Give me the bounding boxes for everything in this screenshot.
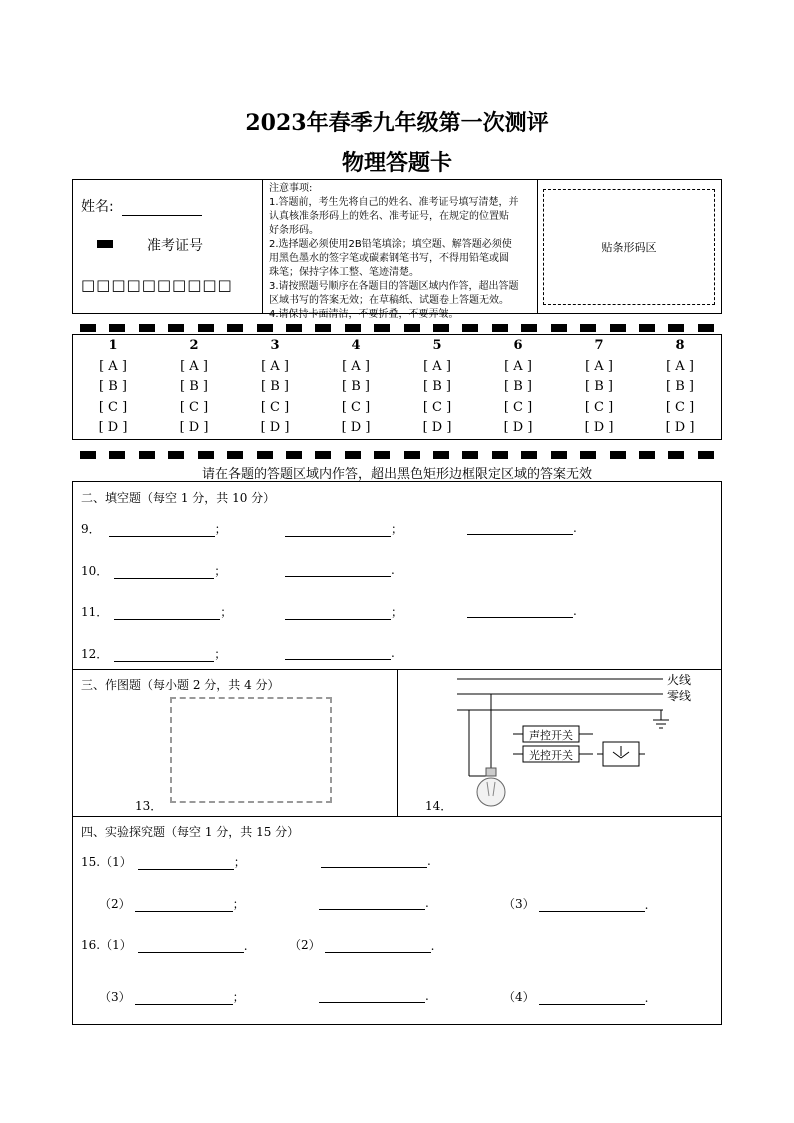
section-drawing — [72, 669, 722, 817]
divider — [262, 180, 263, 313]
question-14-label: 14． — [425, 799, 453, 813]
question-10-b — [285, 562, 395, 577]
answer-blank[interactable] — [467, 520, 573, 535]
punct: . — [573, 521, 577, 535]
choice-option[interactable]: [ B ] — [99, 379, 127, 394]
punct: . — [427, 854, 431, 868]
answer-blank[interactable] — [114, 605, 220, 620]
punct: . — [430, 939, 435, 953]
choice-number: 4 — [351, 338, 361, 353]
section-title: 三、作图题（每小题 2 分，共 4 分） — [81, 678, 280, 692]
question-16-4 — [503, 988, 648, 1005]
answer-blank[interactable] — [285, 605, 391, 620]
page-subtitle: 物理答题卡 — [341, 150, 452, 176]
question-9-b — [285, 520, 403, 537]
position-mark — [97, 240, 113, 248]
question-number: 15.（1） — [81, 855, 132, 869]
question-number: （2） — [99, 897, 131, 911]
choice-option[interactable]: [ A ] — [504, 358, 532, 374]
answer-blank[interactable] — [285, 562, 391, 577]
question-number: （3） — [503, 897, 535, 911]
barcode-area — [543, 189, 715, 305]
punct: ； — [214, 522, 227, 536]
notice-title: 注意事项: — [269, 183, 313, 194]
choice-option[interactable]: [ A ] — [666, 358, 694, 374]
question-9 — [81, 520, 227, 537]
alignment-marks-bottom — [80, 451, 714, 459]
question-15-2b — [319, 895, 429, 910]
punct: . — [644, 898, 649, 912]
choice-option[interactable]: [ B ] — [666, 379, 694, 394]
choice-question-5 — [417, 336, 457, 439]
question-15-3 — [503, 895, 648, 912]
punct: . — [425, 896, 429, 910]
question-11 — [81, 603, 232, 620]
question-16-3b — [319, 988, 429, 1003]
answer-blank[interactable] — [114, 564, 214, 579]
punct: ； — [214, 647, 227, 661]
choice-number: 6 — [513, 338, 523, 353]
question-10 — [81, 562, 226, 579]
choice-option[interactable]: [ A ] — [342, 358, 370, 374]
live-wire-label: 火线 — [667, 673, 692, 687]
notice-line: 用黑色墨水的签字笔或碳素钢笔书写，不得用铅笔或圆 — [269, 253, 509, 264]
notice-line: 2.选择题必须使用2B铅笔填涂；填空题、解答题必须使 — [269, 239, 512, 250]
answer-blank[interactable] — [135, 990, 233, 1005]
choice-number: 5 — [432, 338, 442, 353]
punct: . — [391, 646, 395, 660]
choice-number: 1 — [108, 338, 118, 353]
choice-option[interactable]: [ D ] — [422, 420, 452, 435]
answer-blank[interactable] — [319, 988, 425, 1003]
punct: ； — [232, 897, 245, 911]
notice-line: 4.请保持卡面清洁，不要折叠，不要弄皱。 — [269, 309, 459, 320]
answer-blank[interactable] — [325, 938, 431, 953]
choice-option[interactable]: [ A ] — [99, 358, 127, 374]
punct: . — [425, 989, 429, 1003]
section-experiment — [72, 816, 722, 1025]
choice-option[interactable]: [ C ] — [584, 399, 614, 415]
socket-icon — [603, 742, 639, 766]
section-fill-blank — [72, 481, 722, 670]
light-bulb-icon — [477, 768, 505, 806]
choice-option[interactable]: [ B ] — [504, 379, 532, 394]
punct: ； — [220, 605, 233, 619]
answer-blank[interactable] — [319, 895, 425, 910]
choice-option[interactable]: [ C ] — [98, 399, 128, 415]
question-9-c — [467, 520, 577, 535]
punct: . — [243, 939, 248, 953]
notice-line: 认真核准条形码上的姓名、准考证号，在规定的位置贴 — [269, 211, 509, 222]
warning-text: 请在各题的答题区域内作答，超出黑色矩形边框限定区域的答案无效 — [201, 467, 592, 482]
section-title: 四、实验探究题（每空 1 分，共 15 分） — [81, 825, 300, 839]
answer-blank[interactable] — [138, 855, 234, 870]
question-number: 12． — [81, 647, 109, 661]
choice-option[interactable]: [ A ] — [180, 358, 208, 374]
choice-option[interactable]: [ C ] — [503, 399, 533, 415]
question-number: 10． — [81, 564, 109, 578]
notice-line: 3.请按照题号顺序在各题目的答题区域内作答，超出答题 — [269, 281, 519, 292]
punct: ； — [233, 855, 246, 869]
multiple-choice-panel — [72, 334, 722, 440]
choice-option[interactable]: [ D ] — [260, 420, 290, 435]
choice-question-6 — [498, 336, 538, 439]
choice-option[interactable]: [ D ] — [503, 420, 533, 435]
page-title: 2023年春季九年级第一次测评 — [245, 110, 549, 136]
choice-option[interactable]: [ D ] — [179, 420, 209, 435]
exam-id-label: 准考证号 — [147, 238, 203, 254]
question-number: （2） — [289, 938, 321, 952]
section-title: 二、填空题（每空 1 分，共 10 分） — [81, 491, 276, 505]
answer-blank[interactable] — [539, 990, 645, 1005]
info-panel — [72, 179, 722, 320]
choice-option[interactable]: [ B ] — [180, 379, 208, 394]
punct: ； — [391, 605, 404, 619]
exam-id-boxes[interactable]: □□□□□□□□□□ — [81, 276, 233, 294]
answer-blank[interactable] — [114, 647, 214, 662]
question-15-2 — [99, 895, 245, 912]
punct: ； — [214, 564, 227, 578]
choice-question-8 — [660, 336, 700, 439]
choice-option[interactable]: [ D ] — [584, 420, 614, 435]
name-field[interactable] — [81, 196, 202, 216]
notice-line: 区域书写的答案无效；在草稿纸、试题卷上答题无效。 — [269, 295, 509, 306]
divider — [397, 670, 398, 816]
choice-option[interactable]: [ B ] — [585, 379, 613, 394]
name-label: 姓名: — [81, 199, 114, 215]
choice-question-4 — [336, 336, 376, 439]
light-switch-label: 光控开关 — [529, 749, 573, 762]
choice-option[interactable]: [ A ] — [261, 358, 289, 374]
choice-number: 7 — [594, 338, 604, 353]
question-number: 9． — [81, 522, 101, 536]
choice-option[interactable]: [ C ] — [260, 399, 290, 415]
answer-blank[interactable] — [467, 603, 573, 618]
choice-number: 3 — [270, 338, 280, 353]
drawing-area-13[interactable] — [170, 697, 332, 803]
choice-option[interactable]: [ A ] — [423, 358, 451, 374]
question-15-1b — [321, 853, 431, 868]
choice-option[interactable]: [ C ] — [665, 399, 695, 415]
punct: ； — [391, 522, 404, 536]
choice-option[interactable]: [ D ] — [341, 420, 371, 435]
question-16-2 — [289, 936, 434, 953]
choice-number: 8 — [675, 338, 685, 353]
question-12 — [81, 645, 226, 662]
choice-question-7 — [579, 336, 619, 439]
choice-option[interactable]: [ D ] — [98, 420, 128, 435]
choice-question-3 — [255, 336, 295, 439]
name-blank[interactable] — [122, 201, 202, 216]
choice-question-1 — [93, 336, 133, 439]
sound-switch-label: 声控开关 — [529, 729, 573, 742]
barcode-label: 贴条形码区 — [601, 241, 657, 254]
choice-option[interactable]: [ C ] — [422, 399, 452, 415]
choice-number: 2 — [189, 338, 199, 353]
alignment-marks-top — [80, 324, 714, 332]
circuit-diagram[interactable] — [453, 670, 693, 816]
question-number: 11． — [81, 605, 109, 619]
choice-option[interactable]: [ D ] — [665, 420, 695, 435]
choice-option[interactable]: [ B ] — [261, 379, 289, 394]
choice-option[interactable]: [ C ] — [179, 399, 209, 415]
choice-option[interactable]: [ B ] — [342, 379, 370, 394]
choice-option[interactable]: [ C ] — [341, 399, 371, 415]
answer-blank[interactable] — [539, 897, 645, 912]
notice — [269, 182, 541, 322]
question-15-1 — [81, 853, 246, 870]
question-11-c — [467, 603, 577, 618]
notice-line: 好条形码。 — [269, 225, 319, 236]
question-number: 16.（1） — [81, 938, 132, 952]
question-number: （3） — [99, 990, 131, 1004]
punct: . — [391, 563, 395, 577]
answer-blank[interactable] — [285, 522, 391, 537]
answer-blank[interactable] — [138, 938, 244, 953]
question-16-1 — [81, 936, 248, 953]
notice-line: 1.答题前，考生先将自己的姓名、准考证号填写清楚，并 — [269, 197, 519, 208]
answer-blank[interactable] — [321, 853, 427, 868]
punct: ； — [232, 990, 245, 1004]
notice-line: 珠笔；保持字体工整、笔迹清楚。 — [269, 267, 419, 278]
neutral-wire-label: 零线 — [667, 689, 692, 703]
answer-blank[interactable] — [285, 645, 391, 660]
question-number: （4） — [503, 990, 535, 1004]
divider — [537, 180, 538, 313]
question-11-b — [285, 603, 403, 620]
answer-blank[interactable] — [135, 897, 233, 912]
choice-option[interactable]: [ B ] — [423, 379, 451, 394]
question-12-b — [285, 645, 395, 660]
punct: . — [573, 604, 577, 618]
answer-blank[interactable] — [109, 522, 215, 537]
choice-option[interactable]: [ A ] — [585, 358, 613, 374]
punct: . — [644, 991, 649, 1005]
choice-question-2 — [174, 336, 214, 439]
question-16-3 — [99, 988, 245, 1005]
question-13-label: 13． — [135, 799, 163, 813]
